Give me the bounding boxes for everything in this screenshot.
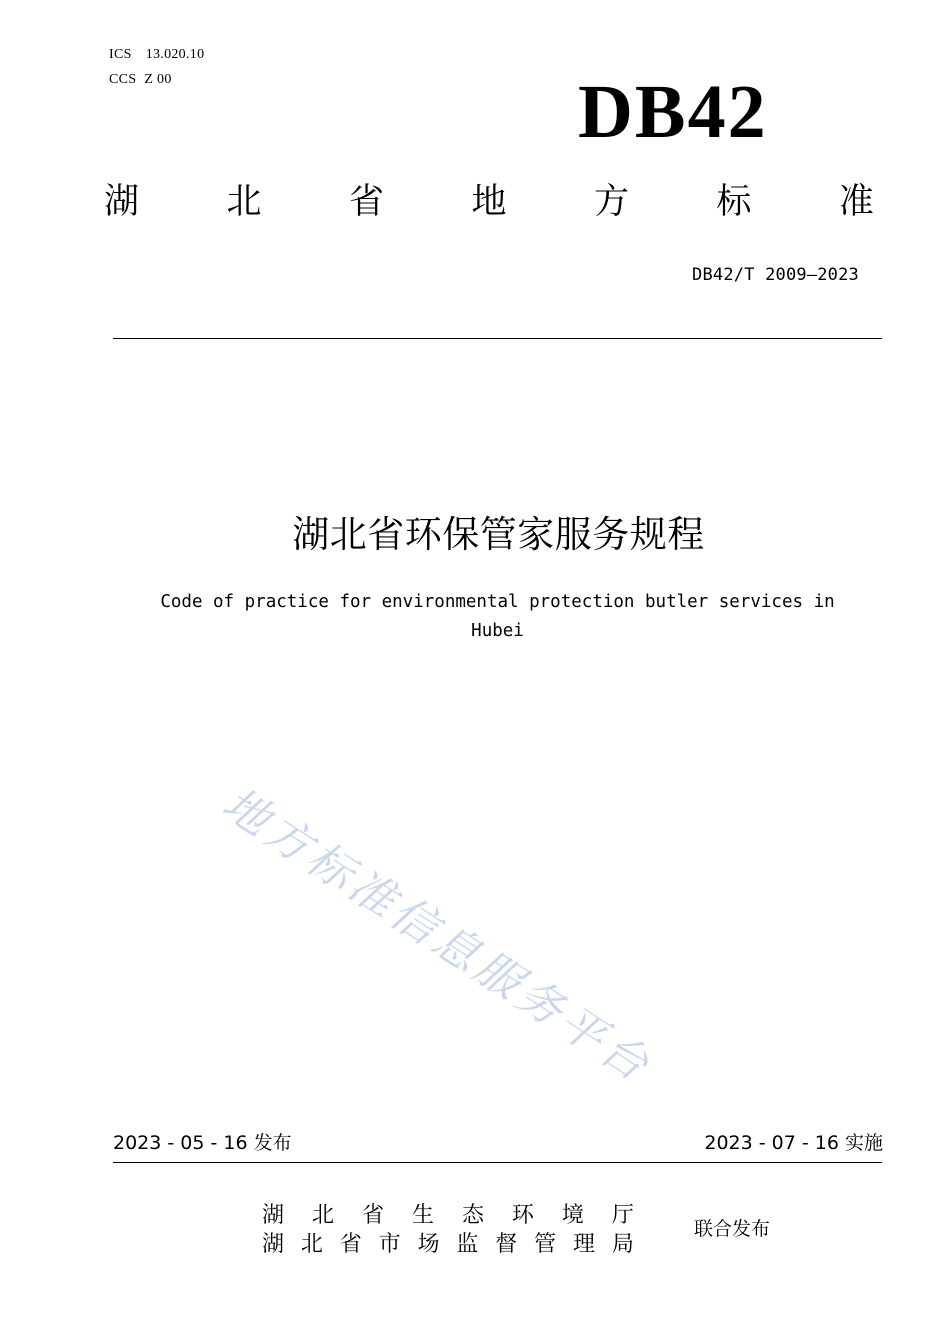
issuer-char: 省 [361, 1203, 384, 1228]
ccs-classification [109, 72, 172, 88]
standard-type-char: 标 [716, 182, 752, 222]
issuer-market-supervision-bureau [262, 1234, 634, 1256]
issuer-char: 生 [411, 1203, 434, 1228]
ccs-label: CCS [109, 72, 137, 87]
issue-date: 2023 - 05 - 16 发布 [113, 1132, 292, 1154]
document-title-chinese: 湖北省环保管家服务规程 [292, 513, 705, 556]
issuer-char: 湖 [262, 1232, 285, 1257]
standard-number: DB42/T 2009—2023 [692, 265, 859, 285]
document-title-english: Code of practice for environmental protection butler services in Hubei [160, 592, 835, 641]
issuer-char: 湖 [262, 1203, 285, 1228]
issuer-char: 督 [495, 1232, 518, 1257]
issuer-char: 环 [511, 1203, 534, 1228]
issuer-char: 省 [339, 1232, 362, 1257]
issuer-char: 理 [573, 1232, 596, 1257]
bottom-divider [113, 1162, 882, 1163]
issuer-char: 市 [378, 1232, 401, 1257]
issuer-char: 管 [534, 1232, 557, 1257]
top-divider [113, 338, 882, 339]
db-standard-logo: DB42 [578, 70, 768, 154]
standard-type-char: 地 [471, 182, 507, 222]
joint-release-label: 联合发布 [694, 1218, 771, 1240]
issuer-char: 场 [417, 1232, 440, 1257]
watermark: 地方标准信息服务平台 [213, 776, 662, 1094]
standard-type-heading [104, 182, 874, 222]
standard-type-char: 省 [348, 182, 384, 222]
standard-type-char: 准 [838, 182, 874, 222]
issuer-char: 厅 [611, 1203, 634, 1228]
issuer-ecology-environment-department [262, 1205, 634, 1227]
issuer-char: 监 [456, 1232, 479, 1257]
standard-type-char: 方 [593, 182, 629, 222]
implementation-date: 2023 - 07 - 16 实施 [704, 1132, 883, 1154]
ics-classification [109, 47, 204, 63]
issuer-char: 态 [461, 1203, 484, 1228]
ics-code: 13.020.10 [145, 47, 205, 62]
standard-type-char: 湖 [104, 182, 140, 222]
standard-type-char: 北 [226, 182, 262, 222]
issuer-char: 境 [561, 1203, 584, 1228]
issuer-char: 北 [311, 1203, 334, 1228]
issuer-char: 局 [611, 1232, 634, 1257]
issuer-char: 北 [300, 1232, 323, 1257]
ics-label: ICS [109, 47, 132, 62]
ccs-code: Z 00 [144, 72, 172, 87]
